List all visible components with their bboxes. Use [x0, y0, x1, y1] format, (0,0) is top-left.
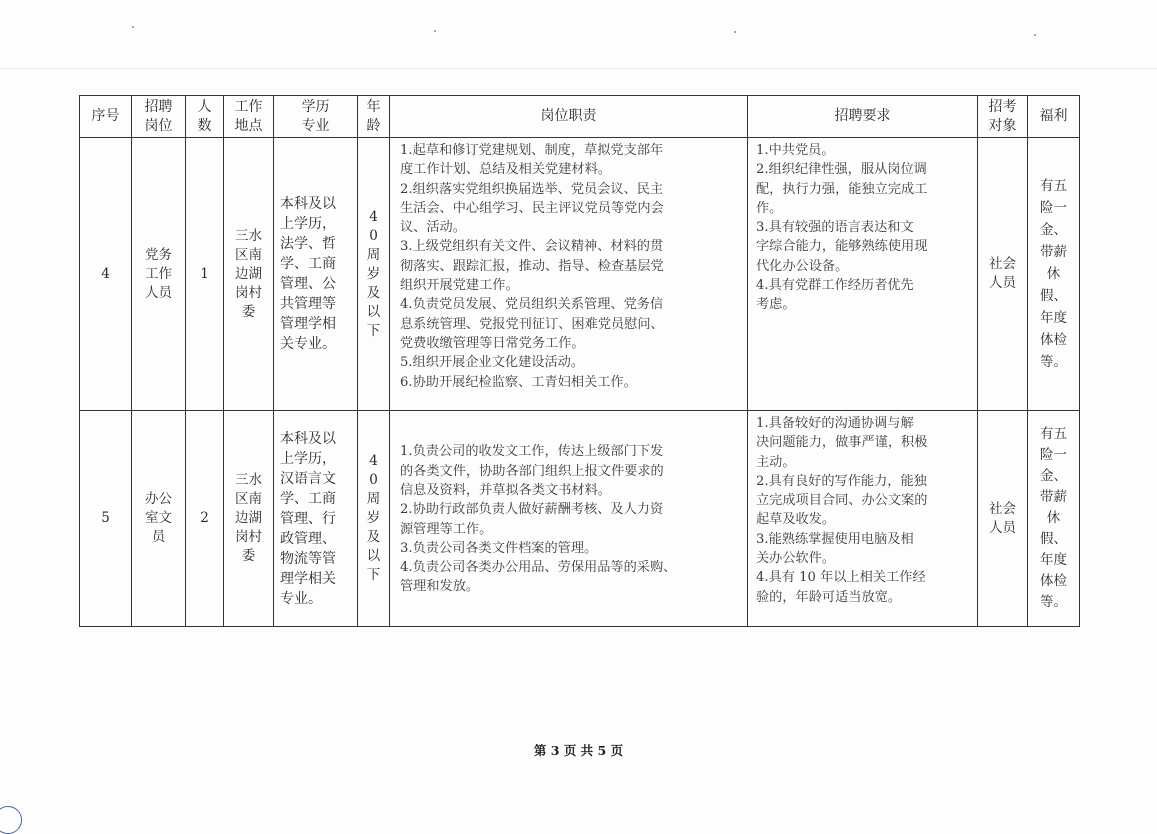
scan-line [0, 68, 1157, 69]
benefits-cell: 有五 险一 金、 带薪 休 假、 年度 体检 等。 [1028, 138, 1080, 411]
education-cell: 本科及以 上学历， 汉语言文 学、工商 管理、行 政管理、 物流等管 理学相关 专业。 [274, 411, 358, 627]
header-target: 招考 对象 [978, 96, 1028, 138]
header-education: 学历 专业 [274, 96, 358, 138]
header-position: 招聘 岗位 [132, 96, 186, 138]
scan-speck [132, 26, 134, 28]
target-cell: 社会 人员 [978, 138, 1028, 411]
education-cell: 本科及以 上学历， 法学、哲 学、工商 管理、公 共管理等 管理学相 关专业。 [274, 138, 358, 411]
benefits-cell: 有五 险一 金、 带薪 休 假、 年度 体检 等。 [1028, 411, 1080, 627]
count-cell: 1 [186, 138, 224, 411]
location-cell: 三水 区南 边湖 岗村 委 [224, 138, 274, 411]
location-cell: 三水 区南 边湖 岗村 委 [224, 411, 274, 627]
header-count: 人 数 [186, 96, 224, 138]
count-cell: 2 [186, 411, 224, 627]
header-duties: 岗位职责 [390, 96, 748, 138]
scan-speck [1034, 34, 1036, 36]
stamp-mark [0, 806, 22, 834]
duties-cell: 1.负责公司的收发文工作，传达上级部门下发 的各类文件，协助各部门组织上报文件要求的 信息及资料，并草拟各类文书材料。 2.协助行政部负责人做好薪酬考核、及人力资 源管理等工作。 3.负责公司各类文件档案的管理。 4.负责公司各类办公用品、劳保用品等的采购、 管理和发放。 [390, 411, 748, 627]
age-cell: 4 0 周 岁 及 以 下 [358, 411, 390, 627]
duties-cell: 1.起草和修订党建规划、制度，草拟党支部年 度工作计划、总结及相关党建材料。 2.组织落实党组织换届选举、党员会议、民主 生活会、中心组学习、民主评议党员等党内会 议、活动。 3.上级党组织有关文件、会议精神、材料的贯 彻落实、跟踪汇报，推动、指导、检查基层党 组织开展党建工作。 4.负责党员发展、党员组织关系管理、党务信 息系统管理、党报党刊征订、困难党员慰问、 党费收缴管理等日常党务工作。 5.组织开展企业文化建设活动。 6.协助开展纪检监察、工青妇相关工作。 [390, 138, 748, 411]
target-cell: 社会 人员 [978, 411, 1028, 627]
header-row [80, 96, 1080, 138]
position-cell: 党务 工作 人员 [132, 138, 186, 411]
header-age: 年 龄 [358, 96, 390, 138]
header-benefits: 福利 [1028, 96, 1080, 138]
requirements-cell: 1.中共党员。 2.组织纪律性强，服从岗位调 配，执行力强，能独立完成工 作。 3.具有较强的语言表达和文 字综合能力，能够熟练使用现 代化办公设备。 4.具有党群工作经历者优先 考虑。 [748, 138, 978, 411]
seq-cell: 4 [80, 138, 132, 411]
position-cell: 办公 室文 员 [132, 411, 186, 627]
header-requirements: 招聘要求 [748, 96, 978, 138]
scan-speck [734, 31, 736, 33]
seq-cell: 5 [80, 411, 132, 627]
table-row [80, 411, 1080, 627]
page-number: 第 3 页 共 5 页 [533, 743, 624, 758]
table-row [80, 138, 1080, 411]
age-cell: 4 0 周 岁 及 以 下 [358, 138, 390, 411]
header-location: 工作 地点 [224, 96, 274, 138]
header-seq: 序号 [80, 96, 132, 138]
requirements-cell: 1.具备较好的沟通协调与解 决问题能力，做事严谨，积极 主动。 2.具有良好的写作能力，能独 立完成项目合同、办公文案的 起草及收发。 3.能熟练掌握使用电脑及相 关办公软件。 4.具有 10 年以上相关工作经 验的，年龄可适当放宽。 [748, 411, 978, 627]
recruitment-table [79, 95, 1080, 627]
scan-speck [434, 30, 436, 32]
